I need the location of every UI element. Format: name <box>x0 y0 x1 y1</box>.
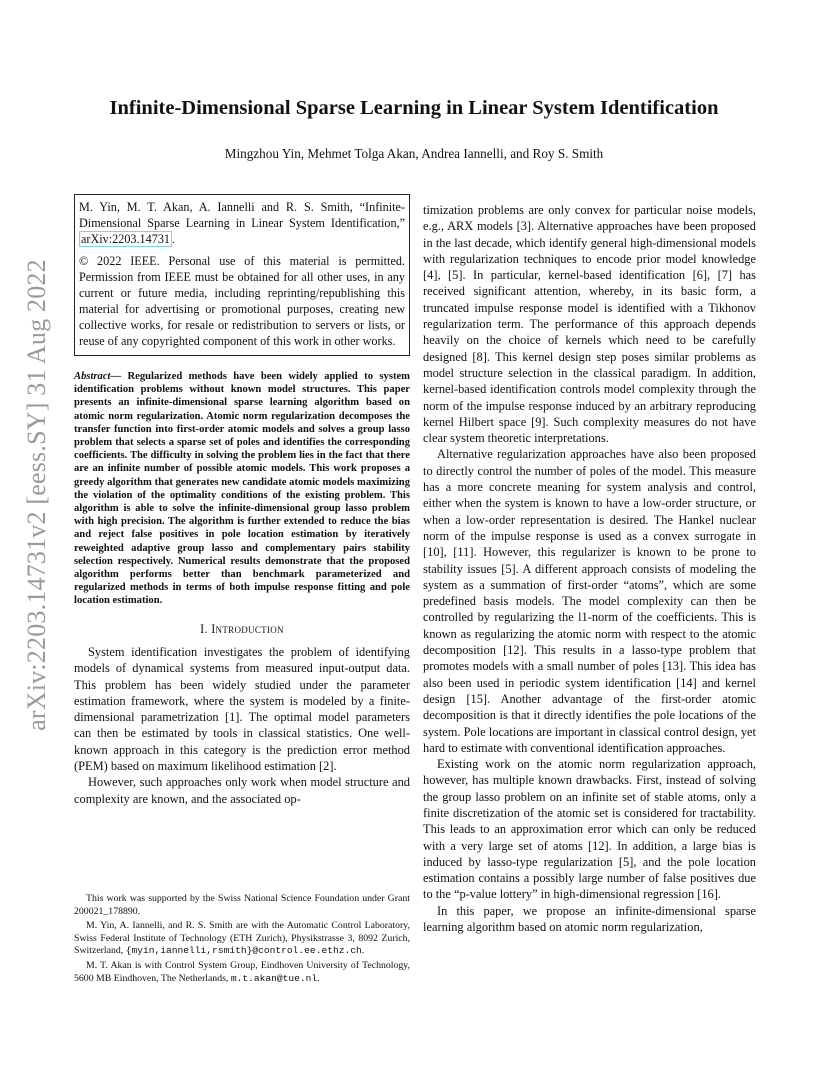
arxiv-link[interactable]: arXiv:2203.14731 <box>81 232 171 246</box>
abstract-text: — Regularized methods have been widely applied to system identification problems without known model structures. This paper presents an infinite-dimensional sparse learning algorithm based on atomic norm regularization. Atomic norm regularization decomposes the transfer function into first-order atomic models and solves a group lasso problem that selects a sparse set of poles and identifies the corresponding coefficients. The difficulty in solving the problem lies in the fact that there are an infinite number of possible atomic models. This work proposes a greedy algorithm that generates new candidate atomic models maximizing the violation of the optimality conditions of the existing problem. This algorithm is able to solve the infinite-dimensional group lasso problem with high precision. The algorithm is further extended to reduce the bias and reject false positives in pole location estimation by iteratively reweighted adaptive group lasso and complementary pairs stability selection respectively. Numerical results demonstrate that the proposed algorithm performs better than benchmark parameterized and regularized methods in terms of both impulse response fitting and pole location estimation. <box>74 371 410 607</box>
citation <box>79 199 405 247</box>
footnote-affiliation-tue <box>74 960 410 985</box>
section-heading-introduction: I. Introduction <box>200 621 284 636</box>
footnotes <box>74 893 410 987</box>
arxiv-sidebar <box>22 235 52 755</box>
footnote-funding: This work was supported by the Swiss National Science Foundation under Grant 200021_178890. <box>74 893 410 917</box>
abstract-label: Abstract <box>74 371 111 382</box>
paper-title: Infinite-Dimensional Sparse Learning in Linear System Identification <box>109 97 719 119</box>
paragraph: In this paper, we propose an infinite-dimensional sparse learning algorithm based on atomic norm regularization, <box>423 903 756 935</box>
footnote-end: . <box>361 945 365 957</box>
paragraph: timization problems are only convex for particular noise models, e.g., ARX models [3]. Alternative approaches have been proposed in the last decade, which identify general high-dimensional models with regularization techniques to encode prior model knowledge [4], [5]. In particular, kernel-based identification [6], [7] has received significant attention, whereby, in its basic form, a truncated impulse response model is identified with a Tikhonov regularization term. The performance of this approach depends heavily on the choice of kernels which need to be carefully designed [8]. This kernel design step poses similar problems as model structure selection in the classical paradigm. In addition, kernel-based identification controls model complexity through the norm of the impulse response induced by an arbitrary reproducing kernel Hilbert space [9]. Such complexity measures do not have clear system theoretic interpretations. <box>423 203 756 446</box>
footnote-affiliation-text: M. Yin, A. Iannelli, and R. S. Smith are with the Automatic Control Laboratory, Swiss Federal Institute of Technology (ETH Zurich), Physikstrasse 3, 8092 Zurich, Switzerland, <box>74 920 410 957</box>
footnote-affiliation-text: M. T. Akan is with Control System Group, Eindhoven University of Technology, 5600 MB Eindhoven, The Netherlands, <box>74 959 410 984</box>
footnote-end: . <box>317 972 320 984</box>
footnote-affiliation-eth <box>74 920 410 958</box>
paragraph: Existing work on the atomic norm regularization approach, however, has multiple known drawbacks. First, instead of solving the group lasso problem on an infinite set of stable atoms, only a finite discretization of the atomic set is considered for tractability. This leads to an approximation error which can only be reduced with a very large set of atoms [12]. In addition, a large bias is induced by lasso-type regularization [5], and the pole location estimation contains a possibly large number of false positives due to the “p-value lottery” in high-dimensional regression [16]. <box>423 757 756 902</box>
email-tue: m.t.akan@tue.nl <box>230 972 318 984</box>
copyright-text: © 2022 IEEE. Personal use of this material is permitted. Permission from IEEE must be obtained for all other uses, in any current or future media, including reprinting/republishing this material for advertising or promotional purposes, creating new collective works, for resale or redistribution to servers or lists, or reuse of any copyrighted component of this work in other works. <box>79 254 405 348</box>
abstract <box>74 370 410 608</box>
citation-end: . <box>172 232 176 246</box>
paragraph: Alternative regularization approaches have also been proposed to directly control the number of poles of the model. This measure has a more concrete meaning for system analysis and control, either when the system is known to have a low-order structure, or when a low-order representation is desired. The Hankel nuclear norm of the impulse response is used as a convex surrogate in [10], [11]. However, this regularizer is known to be prone to stability issues [5]. A different approach consists of modeling the system as a summation of first-order “atoms”, which are some predefined basis models. The model complexity can then be controlled by regularizing the l1-norm of the coefficients. This is known as regularizing the atomic norm with respect to the atomic decomposition [12]. This results in a lasso-type problem that promotes models with a small number of poles [13]. This idea has also been used in periodic system identification [14] and kernel design [15]. Another advantage of the first-order atomic decomposition is that it directly identifies the pole locations of the system. Pole locations are important in classical control design, yet hard to estimate with conventional identification approaches. <box>423 447 756 755</box>
copyright-notice-box <box>74 194 410 356</box>
left-column <box>74 194 410 807</box>
citation-text: M. Yin, M. T. Akan, A. Iannelli and R. S. Smith, “Infinite-Dimensional Sparse Learning in Linear System Identification,” <box>79 200 405 230</box>
paragraph: System identification investigates the problem of identifying models of dynamical systems from measured input-output data. This problem has been widely studied under the parameter estimation framework, where the system is modeled by a finite-dimensional parametrization [1]. The optimal model parameters can then be estimated by tools in classical statistics. One well-known approach in this category is the prediction error method (PEM) based on maximum likelihood estimation [2]. <box>74 644 410 774</box>
right-column <box>423 202 756 935</box>
email-eth: {myin,iannelli,rsmith}@control.ee.ethz.ch <box>125 945 362 957</box>
author-list: Mingzhou Yin, Mehmet Tolga Akan, Andrea Iannelli, and Roy S. Smith <box>224 146 604 161</box>
arxiv-identifier[interactable]: arXiv:2203.14731v2 [eess.SY] 31 Aug 2022 <box>22 259 51 731</box>
paragraph: However, such approaches only work when model structure and complexity are known, and the associated op- <box>74 775 410 806</box>
